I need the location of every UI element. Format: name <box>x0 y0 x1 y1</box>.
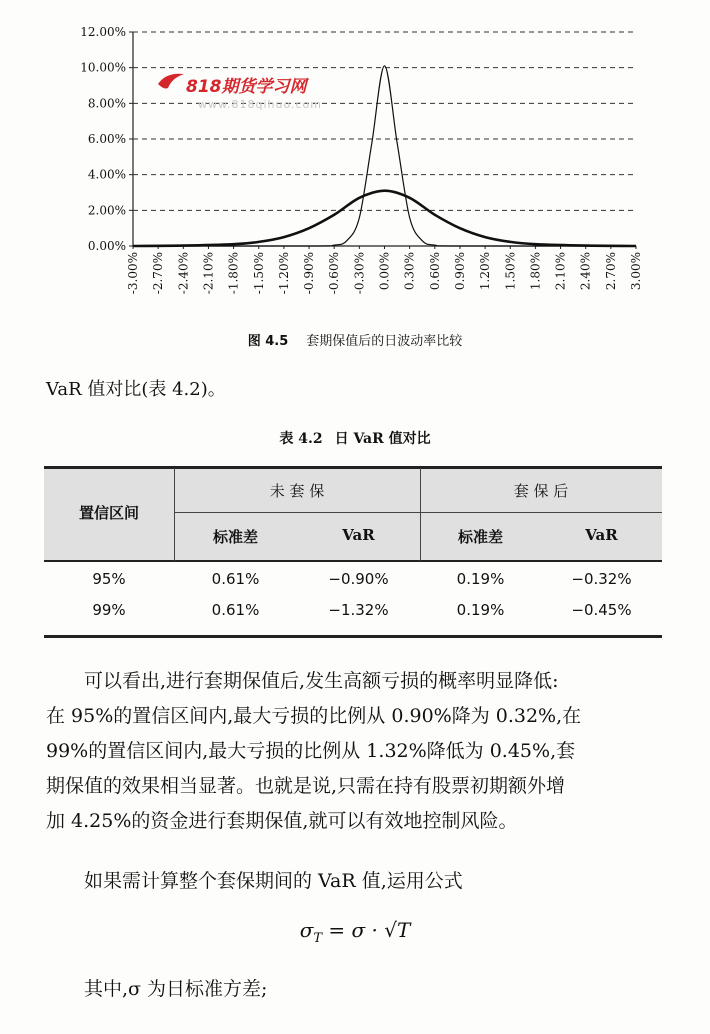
col-var-unhedged: VaR <box>342 526 375 544</box>
table-row-1-ci: 95% <box>92 570 126 588</box>
table-row-1-u-std: 0.61% <box>211 570 260 588</box>
x-tick-label: -1.50% <box>251 252 266 295</box>
paragraph-formula-intro <box>46 864 676 899</box>
table-row-2-ci: 99% <box>92 601 126 619</box>
paragraph-line: 期保值的效果相当显著。也就是说,只需在持有股票初期额外增 <box>46 775 566 797</box>
formula-sub: T <box>313 931 323 946</box>
table-number: 表 4.2 <box>279 431 323 447</box>
watermark-main: 818期货学习网 <box>186 77 307 97</box>
figure-number: 图 4.5 <box>247 334 289 349</box>
x-tick-label: 1.80% <box>528 252 543 291</box>
y-tick-label: 10.00% <box>80 60 126 75</box>
x-tick-label: -2.70% <box>151 252 166 295</box>
x-tick-label: -2.10% <box>201 252 216 295</box>
formula-rhs: = σ · √T <box>322 918 411 942</box>
x-tick-label: 1.50% <box>503 252 518 291</box>
x-tick-label: 0.60% <box>427 252 442 291</box>
x-tick-label: -1.20% <box>276 252 291 295</box>
table-row-1-h-std: 0.19% <box>456 570 505 588</box>
bottom-rule <box>44 635 662 638</box>
top-rule <box>44 466 662 469</box>
x-tick-label: 2.40% <box>578 252 593 291</box>
row-header: 置信区间 <box>78 504 139 522</box>
x-tick-label: 0.30% <box>402 252 417 291</box>
x-tick-label: -0.90% <box>302 252 317 295</box>
table-title <box>0 428 710 448</box>
table-title-text: 日 VaR 值对比 <box>334 431 431 447</box>
paragraph-conclusion <box>46 664 676 839</box>
watermark-url: www.818qihuo.com <box>198 98 322 111</box>
table-row-2-h-std: 0.19% <box>456 601 505 619</box>
paragraph-line: 可以看出,进行套期保值后,发生高额亏损的概率明显降低: <box>46 670 559 692</box>
col-std-hedged: 标准差 <box>457 528 503 546</box>
y-tick-label: 0.00% <box>87 239 126 253</box>
chart-gridlines <box>133 32 636 246</box>
formula-lhs: σ <box>299 918 314 942</box>
x-tick-label: 2.10% <box>553 252 568 291</box>
intro-line: VaR 值对比(表 4.2)。 <box>46 379 226 400</box>
paragraph-line: 加 4.25%的资金进行套期保值,就可以有效地控制风险。 <box>46 810 518 832</box>
formula <box>0 918 710 946</box>
y-tick-label: 6.00% <box>87 132 126 146</box>
x-tick-label: 0.00% <box>377 252 392 291</box>
x-axis-ticks <box>126 246 643 294</box>
volatility-chart <box>0 0 710 320</box>
y-tick-label: 12.00% <box>80 25 126 39</box>
x-tick-label: -3.00% <box>126 252 140 295</box>
x-tick-label: 1.20% <box>478 251 493 291</box>
group-rule <box>174 512 662 513</box>
table-row-2-u-var: −1.32% <box>328 601 389 619</box>
x-tick-label: -0.30% <box>352 252 367 295</box>
paragraph-line: 如果需计算整个套保期间的 VaR 值,运用公式 <box>46 870 463 892</box>
paragraph-where <box>46 972 676 1007</box>
x-tick-label: -2.40% <box>176 252 191 295</box>
group-unhedged: 未 套 保 <box>269 482 325 500</box>
table-row-2-u-std: 0.61% <box>211 601 260 619</box>
paragraph-line: 其中,σ 为日标准方差; <box>46 978 268 1000</box>
series-unhedged-curve <box>133 191 636 246</box>
table-row-1-u-var: −0.90% <box>328 570 389 588</box>
figure-caption-text: 套期保值后的日波动率比较 <box>306 334 463 349</box>
col-var-hedged: VaR <box>585 526 618 544</box>
paragraph-line: 99%的置信区间内,最大亏损的比例从 1.32%降低为 0.45%,套 <box>46 740 576 762</box>
x-tick-label: -1.80% <box>226 252 241 295</box>
x-tick-label: -0.60% <box>327 252 342 295</box>
group-hedged: 套 保 后 <box>513 482 569 500</box>
table-row-1-h-var: −0.32% <box>571 570 632 588</box>
x-tick-label: 0.90% <box>452 252 467 291</box>
var-table <box>44 466 662 638</box>
table-row-2-h-var: −0.45% <box>571 601 632 619</box>
col-std-unhedged: 标准差 <box>212 528 258 546</box>
x-tick-label: 2.70% <box>603 252 618 291</box>
y-tick-label: 4.00% <box>87 167 126 182</box>
logo-icon <box>156 70 186 92</box>
figure-caption <box>0 330 710 349</box>
paragraph-line: 在 95%的置信区间内,最大亏损的比例从 0.90%降为 0.32%,在 <box>46 705 582 727</box>
x-tick-label: 3.00% <box>629 252 643 291</box>
header-rule <box>44 560 662 562</box>
y-tick-label: 8.00% <box>87 96 126 111</box>
y-axis-ticks <box>80 25 133 253</box>
y-tick-label: 2.00% <box>87 203 126 218</box>
